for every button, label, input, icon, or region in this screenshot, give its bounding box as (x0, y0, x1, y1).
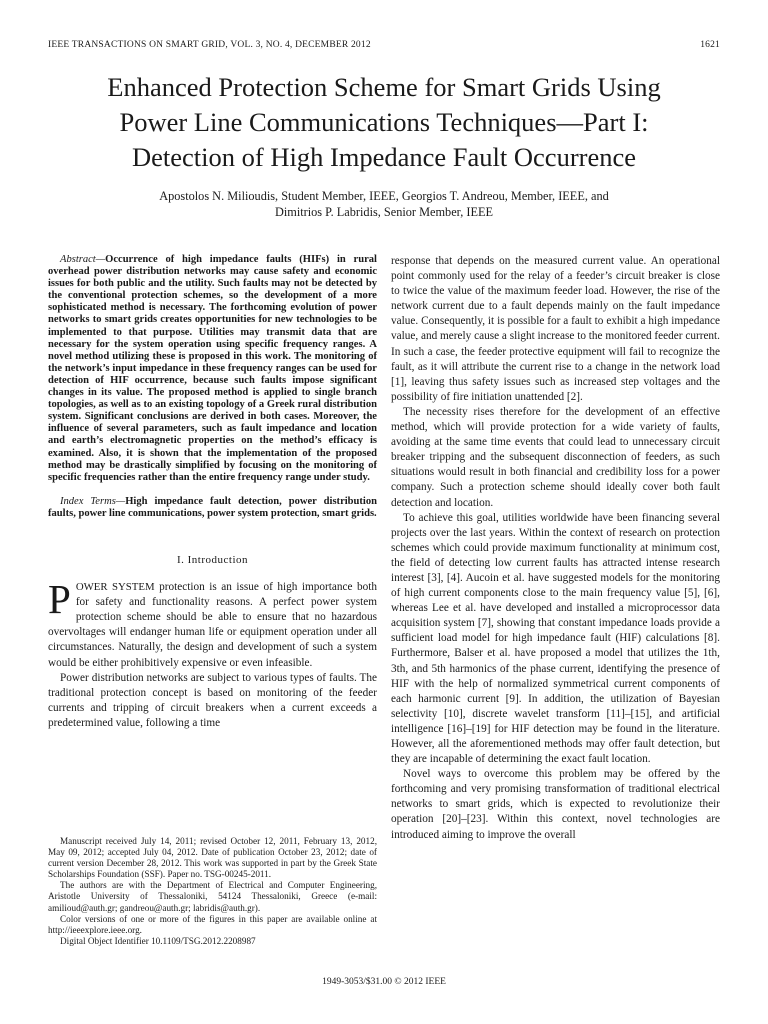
right-column (391, 254, 720, 843)
body-paragraph: To achieve this goal, utilities worldwide have been financing several projects over the last years. Within the context of research on protection schemes which could provide maximum functionality at minimum cost, the field of detecting low current faults has attracted intense research interest [3], [4]. Aucoin et al. have suggested models for the monitoring of high current components close to the main frequency value [5], [6], whereas Lee et al. have developed and installed a microprocessor data acquisition system [7], showing that constant impedance loads provide a sufficient load model for high impedance fault (HIF) calculations [8]. Furthermore, Balser et al. have proposed a model that utilizes the 1th, 3th, and 5th harmonics of the phase current, identifying the presence of HIF with the help of normalized symmetrical current components of each harmonic current [9]. In addition, the utilization of Bayesian selectivity [10], discrete wavelet transform [11]–[15], and artificial intelligence [16]–[19] for HIF detection may be found in the literature. However, all the aforementioned methods may offer fault detection, but they are incapable of determining the exact fault location. (391, 511, 720, 766)
author-line: Apostolos N. Milioudis, Student Member, IEEE, Georgios T. Andreou, Member, IEEE, and (159, 189, 609, 203)
lead-words: OWER SYSTEM (75, 581, 155, 594)
author-list (40, 188, 728, 220)
index-terms (48, 496, 377, 520)
abstract (48, 254, 377, 484)
manuscript-note: Manuscript received July 14, 2011; revised October 12, 2011, February 13, 2012, May 09, 2012; accepted July 04, 2012. Date of publication October 23, 2012; date of current version December 28, 2012. This work was supported in part by the Greek State Scholarships Foundation (SSF). Paper no. TSG-00245-2011. (48, 836, 377, 880)
intro-paragraph-2: Power distribution networks are subject to various types of faults. The traditional protection concept is based on monitoring of the feeder currents and tripping of circuit breakers when a current exceeds a predetermined value, following a time (48, 671, 377, 729)
author-line: Dimitrios P. Labridis, Senior Member, IEEE (274, 205, 494, 219)
title-line: Power Line Communications Techniques—Part I: (119, 107, 649, 137)
title-line: Enhanced Protection Scheme for Smart Grids Using (107, 72, 661, 102)
body-paragraph: Novel ways to overcome this problem may be offered by the forthcoming and very promising transformation of traditional electrical networks to smart grids, which is expected to revolutionize their operation [20]–[23]. Within this context, novel technologies are introduced aiming to improve the overall (391, 768, 720, 841)
doi-note: Digital Object Identifier 10.1109/TSG.2012.2208987 (60, 935, 256, 946)
first-page-footnote (48, 836, 377, 947)
body-paragraph: The necessity rises therefore for the development of an effective method, which will provide protection for a wide variety of faults, avoiding at the same time events that could lead to unnecessary circuit breaker tripping and the subsequent disconnection of feeders, as such situations would result in both financial and credibility loss for a power company. Such a protection scheme should ideally cover both fault detection and location. (391, 405, 720, 509)
journal-name: IEEE TRANSACTIONS ON SMART GRID, VOL. 3, NO. 4, DECEMBER 2012 (48, 40, 371, 50)
paper-title (30, 70, 738, 175)
running-header (48, 40, 720, 50)
index-terms-label: Index Terms— (60, 495, 126, 507)
section-heading: I. Introduction (176, 553, 249, 566)
copyright-footer: 1949-3053/$31.00 © 2012 IEEE (322, 977, 446, 987)
color-note: Color versions of one or more of the figures in this paper are available online at http://ieeexplore.ieee.org. (48, 913, 377, 935)
body-paragraph: response that depends on the measured current value. An operational point commonly used for the relay of a feeder’s circuit breaker is close to twice the value of the maximum feeder load. However, the rise of the network current due to a fault depends mainly on the fault impedance value. Consequently, it is possible for a fault to exhibit a high impedance value, and merely cause a slight increase to the monitored feeder current. In such a case, the feeder protective equipment will fail to recognize the fault, as it will attribute the current rise to a change in the network load [1], leaving thus safety issues such as increased step voltages and the possibility of fire initiation unattended [2]. (391, 255, 720, 403)
page-number: 1621 (700, 40, 720, 50)
intro-paragraph-1-text: protection is an issue of high importance both for safety and functionality reasons. A perfect power system protection scheme should be able to ensure that no hazardous overvoltages will endanger human life or equipment operation under all circumstances. Naturally, the design and development of such a system would be either prohibitively expensive or even infeasible. (48, 581, 377, 669)
abstract-text: Occurrence of high impedance faults (HIFs) in rural overhead power distribution networks may cause safety and economic issues for both public and the utility. Such faults may not be detected by the conventional protection schemes, so the development of a more sophisticated method is necessary. The forthcoming evolution of power networks to smart grids creates opportunities for new technologies to be implemented to that purpose. Utilities may transmit data that are necessary for the system operation using specific frequency ranges. A novel method utilizing these is proposed in this work. The monitoring of the network’s input impedance in these frequency ranges can be used for detection of HIF occurrence, because such faults impose significant changes in its value. The proposed method is applied to single branch topologies, as well as to an existing topology of a Greek rural distribution system. Significant conclusions are derived in both cases. Moreover, the influence of several parameters, such as fault impedance and location and earth’s electromagnetic properties on the method’s efficacy is examined. Also, it is shown that the implementation of the proposed method may be drastically simplified by focusing on the monitoring of specific frequencies rather than the entire frequency range under study. (48, 254, 377, 483)
drop-cap: P (48, 576, 71, 623)
index-terms-text: High impedance fault detection, power distribution faults, power line communications, power system protection, smart grids. (48, 495, 377, 519)
title-line: Detection of High Impedance Fault Occurrence (131, 142, 637, 172)
abstract-label: Abstract— (60, 254, 106, 265)
intro-paragraph-1 (48, 576, 377, 671)
affiliation-note: The authors are with the Department of Electrical and Computer Engineering, Aristotle University of Thessaloniki, 54124 Thessaloniki, Greece (e-mail: amilioud@auth.gr; gandreou@auth.gr; labridis@auth.gr). (48, 880, 377, 913)
left-column (48, 254, 377, 731)
